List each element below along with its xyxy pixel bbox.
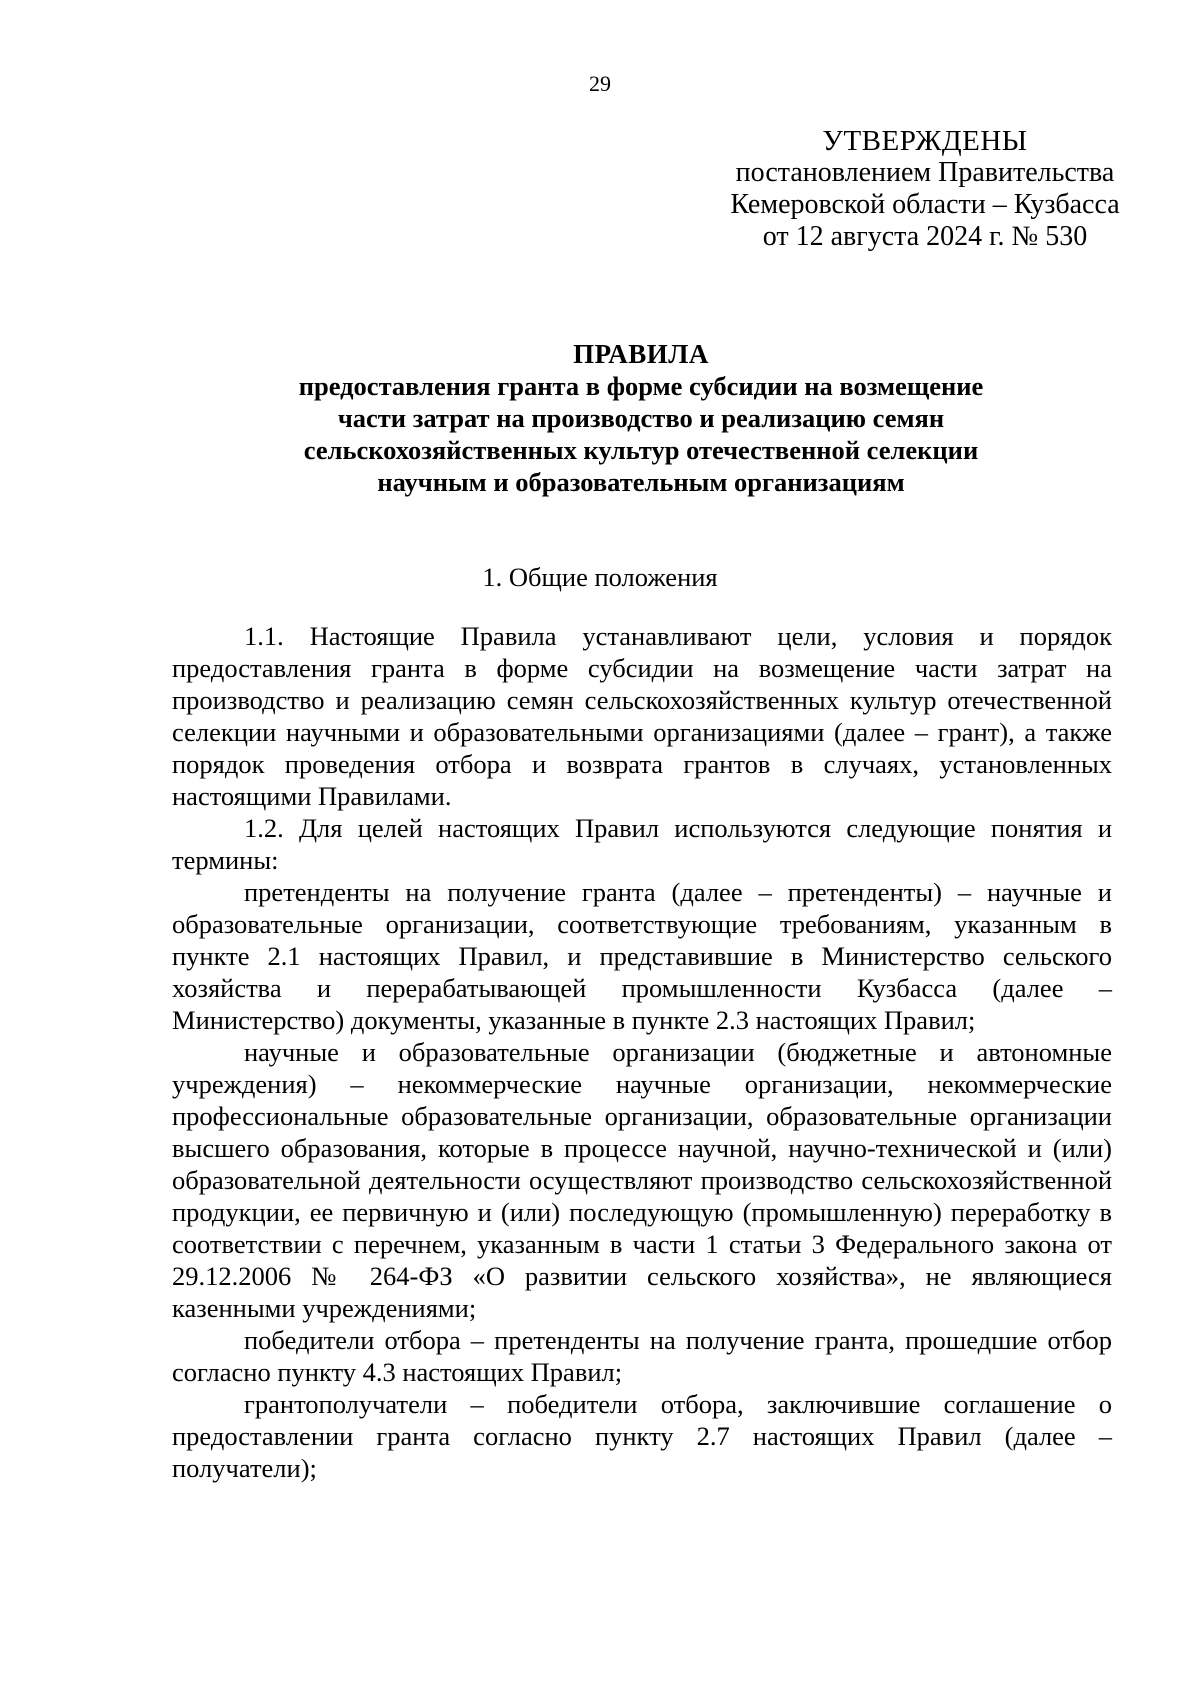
approval-stamp xyxy=(700,125,1150,253)
document-subtitle-line: научным и образовательным организациям xyxy=(377,467,905,497)
section-heading: 1. Общие положения xyxy=(482,562,718,592)
definition-winners: победители отбора – претенденты на получение гранта, прошедшие отбор согласно пункту 4.3 настоящих Правил; xyxy=(172,1325,1112,1387)
document-subtitle-line: сельскохозяйственных культур отечественной селекции xyxy=(303,435,979,465)
document-subtitle-line: части затрат на производство и реализацию семян xyxy=(337,403,945,433)
approval-line: от 12 августа 2024 г. № 530 xyxy=(762,221,1088,252)
paragraph-1-1: 1.1. Настоящие Правила устанавливают цели, условия и порядок предоставления гранта в форме субсидии на возмещение части затрат на производство и реализацию семян сельскохозяйственных культур отечественной селекции научными и образовательными организациями (далее – грант), а также порядок проведения отбора и возврата грантов в случаях, установленных настоящими Правилами. xyxy=(172,621,1112,811)
definition-recipients: грантополучатели – победители отбора, заключившие соглашение о предоставлении гранта согласно пункту 2.7 настоящих Правил (далее – получатели); xyxy=(172,1389,1112,1483)
page-number: 29 xyxy=(589,71,611,96)
approval-line: постановлением Правительства xyxy=(735,157,1115,188)
approval-line: Кемеровской области – Кузбасса xyxy=(730,189,1120,220)
document-main-title: ПРАВИЛА xyxy=(573,339,709,369)
definition-applicants: претенденты на получение гранта (далее – претенденты) – научные и образовательные организации, соответствующие требованиям, указанным в пункте 2.1 настоящих Правил, и представившие в Министерство сельского хозяйства и перерабатывающей промышленности Кузбасса (далее – Министерство) документы, указанные в пункте 2.3 настоящих Правил; xyxy=(172,877,1112,1035)
approval-title: УТВЕРЖДЕНЫ xyxy=(822,125,1028,157)
document-title xyxy=(170,338,1112,498)
definition-organizations: научные и образовательные организации (бюджетные и автономные учреждения) – некоммерческие научные организации, некоммерческие профессиональные образовательные организации, образовательные организации высшего образования, которые в процессе научной, научно-технической и (или) образовательной деятельности осуществляют производство сельскохозяйственной продукции, ее первичную и (или) последующую (промышленную) переработку в соответствии с перечнем, указанным в части 1 статьи 3 Федерального закона от 29.12.2006 № 264-ФЗ «О развитии сельского хозяйства», не являющиеся казенными учреждениями; xyxy=(172,1037,1112,1323)
paragraph-1-2: 1.2. Для целей настоящих Правил используются следующие понятия и термины: xyxy=(172,813,1112,875)
document-subtitle-line: предоставления гранта в форме субсидии на возмещение xyxy=(298,371,984,401)
document-body xyxy=(172,620,1112,1484)
